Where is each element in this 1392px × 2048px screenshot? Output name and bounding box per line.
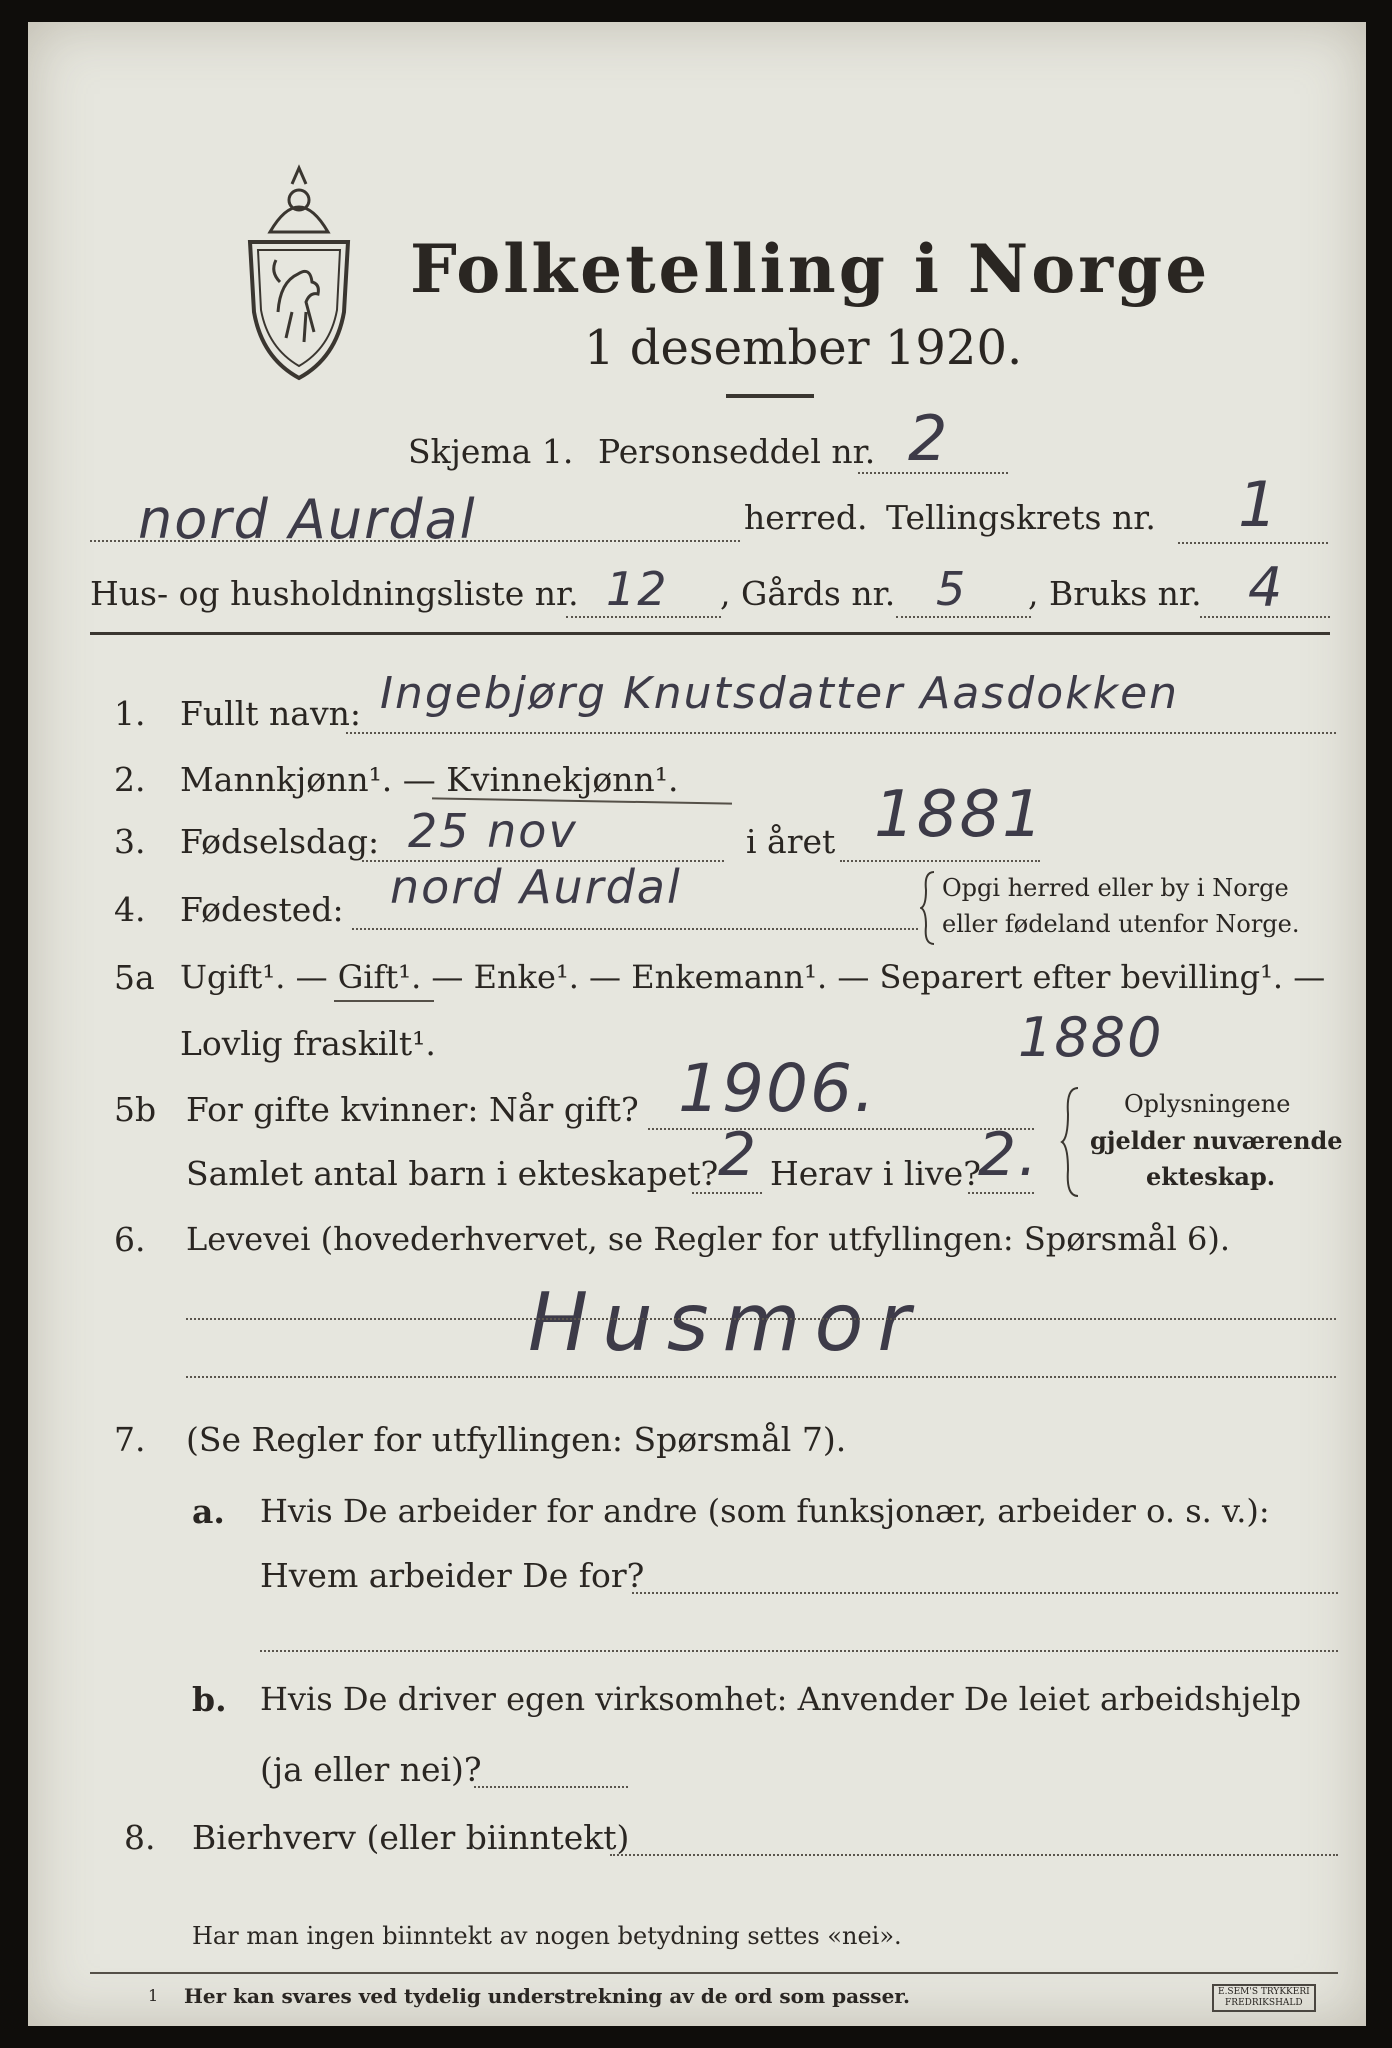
q7b-label-2: (ja eller nei)? xyxy=(260,1750,482,1789)
gards-label: , Gårds nr. xyxy=(720,574,896,613)
q5b-number: 5b xyxy=(114,1090,157,1129)
birthplace-value[interactable]: nord Aurdal xyxy=(390,860,682,914)
occupation-value[interactable]: Husmor xyxy=(528,1276,925,1369)
marriage-note-1: Oplysningene xyxy=(1124,1090,1291,1118)
q7a-label: Hvis De arbeider for andre (som funksjonær, arbeider o. s. v.): xyxy=(260,1492,1270,1530)
q4-line xyxy=(352,928,918,930)
personseddel-value[interactable]: 2 xyxy=(908,402,950,475)
marital-underline xyxy=(334,1000,434,1002)
gards-value[interactable]: 5 xyxy=(936,562,968,616)
employer-line[interactable] xyxy=(632,1592,1338,1594)
q6-number: 6. xyxy=(114,1220,146,1259)
children-line xyxy=(692,1192,762,1194)
bracket-icon xyxy=(920,870,936,946)
year-label: i året xyxy=(746,822,836,861)
q7b-label: Hvis De driver egen virksomhet: Anvender De leiet arbeidshjelp xyxy=(260,1680,1302,1718)
q6-line-1 xyxy=(186,1318,1336,1320)
hus-value[interactable]: 12 xyxy=(606,562,669,616)
hus-line xyxy=(566,616,721,618)
q7a-label-2: Hvem arbeider De for? xyxy=(260,1556,645,1595)
personseddel-label: Personseddel nr. xyxy=(598,432,876,471)
hus-label: Hus- og husholdningsliste nr. xyxy=(90,574,579,613)
q3-label: Fødselsdag: xyxy=(180,822,380,861)
birthday-value[interactable]: 25 nov xyxy=(408,804,578,858)
footnote-rule xyxy=(90,1972,1338,1974)
children-value[interactable]: 2 xyxy=(718,1120,759,1190)
printer-city: FREDRIKSHALD xyxy=(1225,1998,1303,2008)
q3-number: 3. xyxy=(114,822,146,861)
children-label: Samlet antal barn i ekteskapet? xyxy=(186,1154,719,1193)
birth-year-value[interactable]: 1881 xyxy=(874,778,1045,852)
q7b-letter: b. xyxy=(192,1680,227,1719)
year-line xyxy=(840,860,1040,862)
tellingskrets-value[interactable]: 1 xyxy=(1238,468,1280,541)
q7a-letter: a. xyxy=(192,1492,225,1531)
q1-line xyxy=(346,732,1336,734)
q5a-number: 5a xyxy=(114,958,155,997)
married-year-value[interactable]: 1906. xyxy=(678,1050,877,1127)
bruks-label: , Bruks nr. xyxy=(1028,574,1202,613)
coat-of-arms-icon xyxy=(240,162,358,384)
bruks-value[interactable]: 4 xyxy=(1248,556,1285,619)
footnote-number: 1 xyxy=(148,1986,159,2005)
census-form-sheet xyxy=(28,22,1366,2026)
q6-line-2 xyxy=(186,1376,1336,1378)
alive-line xyxy=(968,1192,1034,1194)
alive-label: Herav i live? xyxy=(770,1154,981,1193)
footnote-text: Her kan svares ved tydelig understrekning av de ord som passer. xyxy=(184,1984,910,2008)
form-title: Folketelling i Norge xyxy=(410,230,1211,308)
title-divider xyxy=(726,394,814,398)
q4-label: Fødested: xyxy=(180,890,344,929)
full-name-value[interactable]: Ingebjørg Knutsdatter Aasdokken xyxy=(380,668,1180,719)
side-income-note: Har man ingen biinntekt av nogen betydning settes «nei». xyxy=(192,1922,902,1950)
annotation-value: 1880 xyxy=(1018,1006,1164,1069)
printer-name: E.SEM'S TRYKKERI xyxy=(1218,1987,1310,1997)
q6-label: Levevei (hovederhvervet, se Regler for utfyllingen: Spørsmål 6). xyxy=(186,1220,1231,1258)
herred-label: herred. xyxy=(744,498,868,537)
hired-help-line[interactable] xyxy=(474,1786,628,1788)
q8-label: Bierhverv (eller biinntekt) xyxy=(192,1818,630,1857)
marital-options: Ugift¹. — Gift¹. — Enke¹. — Enkemann¹. — Separert efter bevilling¹. — xyxy=(180,958,1326,996)
side-income-line[interactable] xyxy=(610,1854,1338,1856)
tellingskrets-line xyxy=(1178,542,1328,544)
herred-value[interactable]: nord Aurdal xyxy=(138,488,477,551)
q7-number: 7. xyxy=(114,1420,146,1459)
marriage-note-3: ekteskap. xyxy=(1146,1162,1276,1191)
gards-line xyxy=(896,616,1031,618)
q7-label: (Se Regler for utfyllingen: Spørsmål 7). xyxy=(186,1420,847,1459)
bracket-icon xyxy=(1060,1086,1080,1198)
census-date: 1 desember 1920. xyxy=(584,320,1023,376)
q1-label: Fullt navn: xyxy=(180,694,361,733)
q4-number: 4. xyxy=(114,890,146,929)
q5b-line xyxy=(648,1128,1034,1130)
header-rule xyxy=(90,632,1330,635)
employer-line-2[interactable] xyxy=(260,1650,1338,1652)
gender-options: Mannkjønn¹. — Kvinnekjønn¹. xyxy=(180,760,679,799)
q8-number: 8. xyxy=(124,1818,156,1857)
skjema-label: Skjema 1. xyxy=(408,432,574,471)
printer-stamp xyxy=(1212,1984,1316,2012)
birthplace-note-1: Opgi herred eller by i Norge xyxy=(942,874,1289,902)
q1-number: 1. xyxy=(114,694,146,733)
q2-number: 2. xyxy=(114,760,146,799)
alive-value[interactable]: 2. xyxy=(978,1120,1040,1190)
tellingskrets-label: Tellingskrets nr. xyxy=(886,498,1156,537)
marriage-note-2: gjelder nuværende xyxy=(1090,1126,1343,1155)
marital-options-2: Lovlig fraskilt¹. xyxy=(180,1024,436,1063)
q5b-label: For gifte kvinner: Når gift? xyxy=(186,1090,639,1129)
birthplace-note-2: eller fødeland utenfor Norge. xyxy=(942,910,1300,938)
